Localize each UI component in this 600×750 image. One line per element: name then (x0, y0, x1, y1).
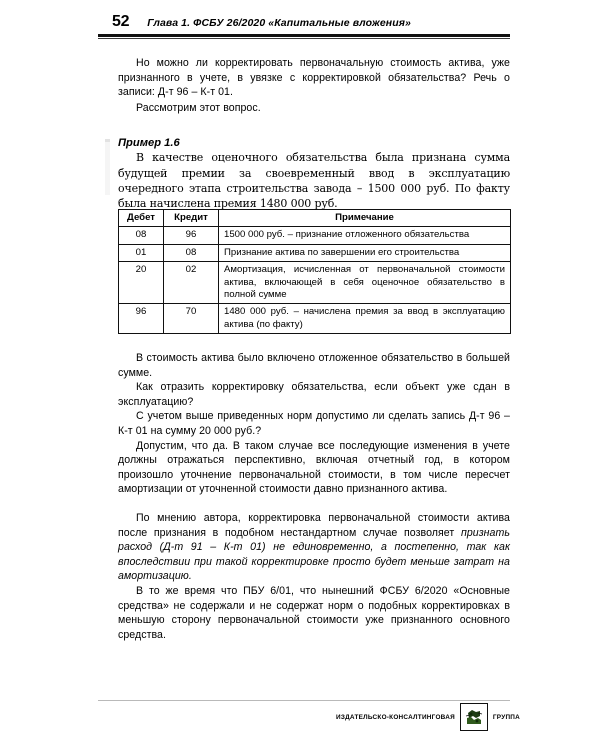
paragraph-7 (118, 511, 510, 584)
cell-debit: 20 (119, 262, 164, 304)
header-rule-thin (98, 38, 510, 39)
imprint-text-right: ГРУППА (492, 713, 520, 721)
footer-rule (98, 700, 510, 701)
column-header-credit: Кредит (164, 210, 219, 227)
paragraph-4: Как отразить корректировку обязательства, если объект уже сдан в эксплуатацию? (118, 381, 510, 408)
cell-credit: 02 (164, 262, 219, 304)
cell-note: 1480 000 руб. – начислена премия за ввод в эксплуатацию актива (по факту) (219, 304, 511, 334)
example-block (118, 137, 510, 211)
column-header-debit: Дебет (119, 210, 164, 227)
example-text: В качестве оценочного обязательства была признана сумма будущей премии за своевременный ввод в эксплуатацию очередного этапа строительства завода – 1500 000 руб. По факту была начислена премия 1480 000 руб. (118, 151, 510, 210)
table-row (119, 262, 511, 304)
example-title: Пример 1.6 (118, 137, 180, 150)
paragraph-2: Рассмотрим этот вопрос. (136, 101, 261, 114)
cell-credit: 08 (164, 244, 219, 261)
column-header-note: Примечание (219, 210, 511, 227)
header-rule (98, 34, 510, 37)
cell-credit: 70 (164, 304, 219, 334)
imprint-text-left: ИЗДАТЕЛЬСКО-КОНСАЛТИНГОВАЯ (336, 713, 455, 721)
chapter-title: Глава 1. ФСБУ 26/2020 «Капитальные вложения» (147, 17, 411, 29)
text-column-top (118, 56, 510, 211)
paragraph-7-lead: По мнению автора, корректировка первоначальной стоимости актива после признания в подобном нестандартном случае позволяет (118, 511, 510, 539)
running-head (0, 14, 600, 36)
cell-debit: 01 (119, 244, 164, 261)
cell-note: Амортизация, исчисленная от первоначальной стоимости актива, включающей в себя оценочное обязательство в полной сумме (219, 262, 511, 304)
paragraph-6: Допустим, что да. В таком случае все последующие изменения в учете должны отражаться перспективно, включая отчетный год, в котором произошло уточнение первоначальной стоимости, в том числе пересчет амортизации от уточненной стоимости давно признанного актива. (118, 439, 510, 496)
table-header-row (119, 210, 511, 227)
paragraph-3: В стоимость актива было включено отложенное обязательство в большей сумме. (118, 352, 510, 379)
paragraph-8: В то же время что ПБУ 6/01, что нынешний ФСБУ 6/2020 «Основные средства» не содержали и не содержат норм о подобных корректировках в меньшую сторону первоначальной стоимости уже признанного основного средства. (118, 584, 510, 641)
table-row (119, 304, 511, 334)
example-side-marker (105, 139, 110, 195)
text-column-bottom (118, 351, 510, 642)
cell-debit: 96 (119, 304, 164, 334)
cell-note: Признание актива по завершении его строительства (219, 244, 511, 261)
publisher-logo-icon (460, 703, 488, 731)
publisher-imprint (336, 702, 520, 732)
cell-note: 1500 000 руб. – признание отложенного обязательства (219, 227, 511, 244)
cell-credit: 96 (164, 227, 219, 244)
table-row (119, 244, 511, 261)
accounting-entries-table (118, 209, 511, 334)
paragraph-1: Но можно ли корректировать первоначальную стоимость актива, уже признанного в учете, в увязке с корректировкой обязательства? Речь о записи: Д-т 96 – К-т 01. (118, 57, 510, 99)
table-row (119, 227, 511, 244)
paragraph-7-emphasis: признать расход (Д-т 91 – К-т 01) не единовременно, а постепенно, так как впоследствии при такой корректировке просто будет меньше затрат на амортизацию. (118, 526, 510, 583)
page-number: 52 (112, 13, 130, 30)
paragraph-5: С учетом выше приведенных норм допустимо ли сделать запись Д-т 96 – К-т 01 на сумму 20 000 руб.? (118, 410, 510, 437)
cell-debit: 08 (119, 227, 164, 244)
